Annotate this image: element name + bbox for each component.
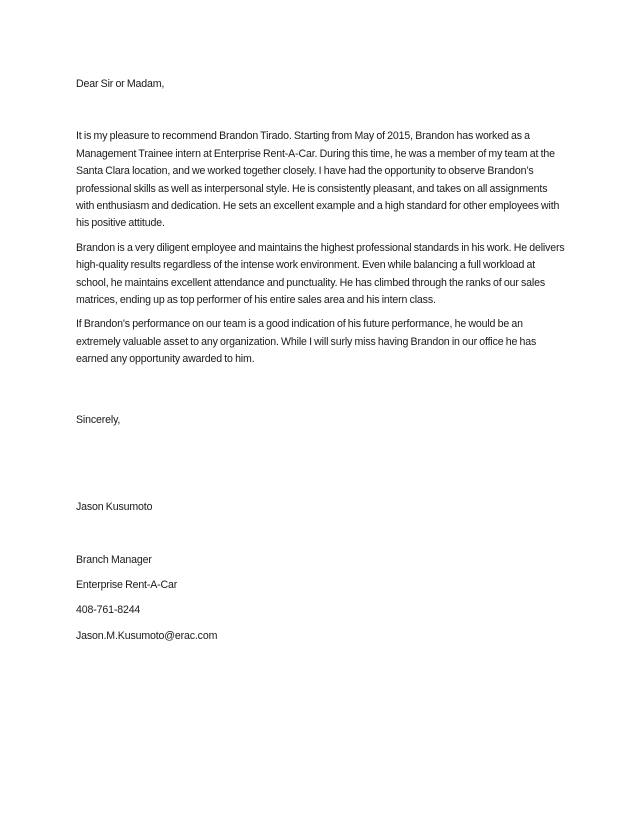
closing: Sincerely, bbox=[76, 413, 121, 426]
signature-phone: 408-761-8244 bbox=[76, 604, 141, 617]
signature-company: Enterprise Rent-A-Car bbox=[76, 578, 178, 591]
paragraph-performance: Brandon is a very diligent employee and maintains the highest professional standards in his work. He delivers high-quality results regardless of the intense work environment. Even while balancing a full workload at school, he maintains excellent attendance and punctuality. He has climbed through the ranks of our sales matrices, ending up as top performer of his entire sales area and his intern class. bbox=[76, 241, 565, 307]
signature-title: Branch Manager bbox=[76, 553, 152, 566]
signature-name: Jason Kusumoto bbox=[76, 501, 153, 514]
recommendation-letter bbox=[76, 76, 566, 645]
paragraph-conclusion: If Brandon's performance on our team is a good indication of his future performance, he would be an extremely valuable asset to any organization. While I will surly miss having Brandon in our office he has earned any opportunity awarded to him. bbox=[76, 318, 537, 366]
signature-email: Jason.M.Kusumoto@erac.com bbox=[76, 629, 218, 642]
paragraph-introduction: It is my pleasure to recommend Brandon Tirado. Starting from May of 2015, Brandon has worked as a Management Trainee intern at Enterprise Rent-A-Car. During this time, he was a member of my team at the Santa Clara location, and we worked together closely. I have had the opportunity to observe Brandon’s professional skills as well as interpersonal style. He is consistently pleasant, and takes on all assignments with enthusiasm and dedication. He sets an excellent example and a high standard for other employees with his positive attitude. bbox=[76, 130, 560, 230]
salutation: Dear Sir or Madam, bbox=[76, 78, 165, 90]
